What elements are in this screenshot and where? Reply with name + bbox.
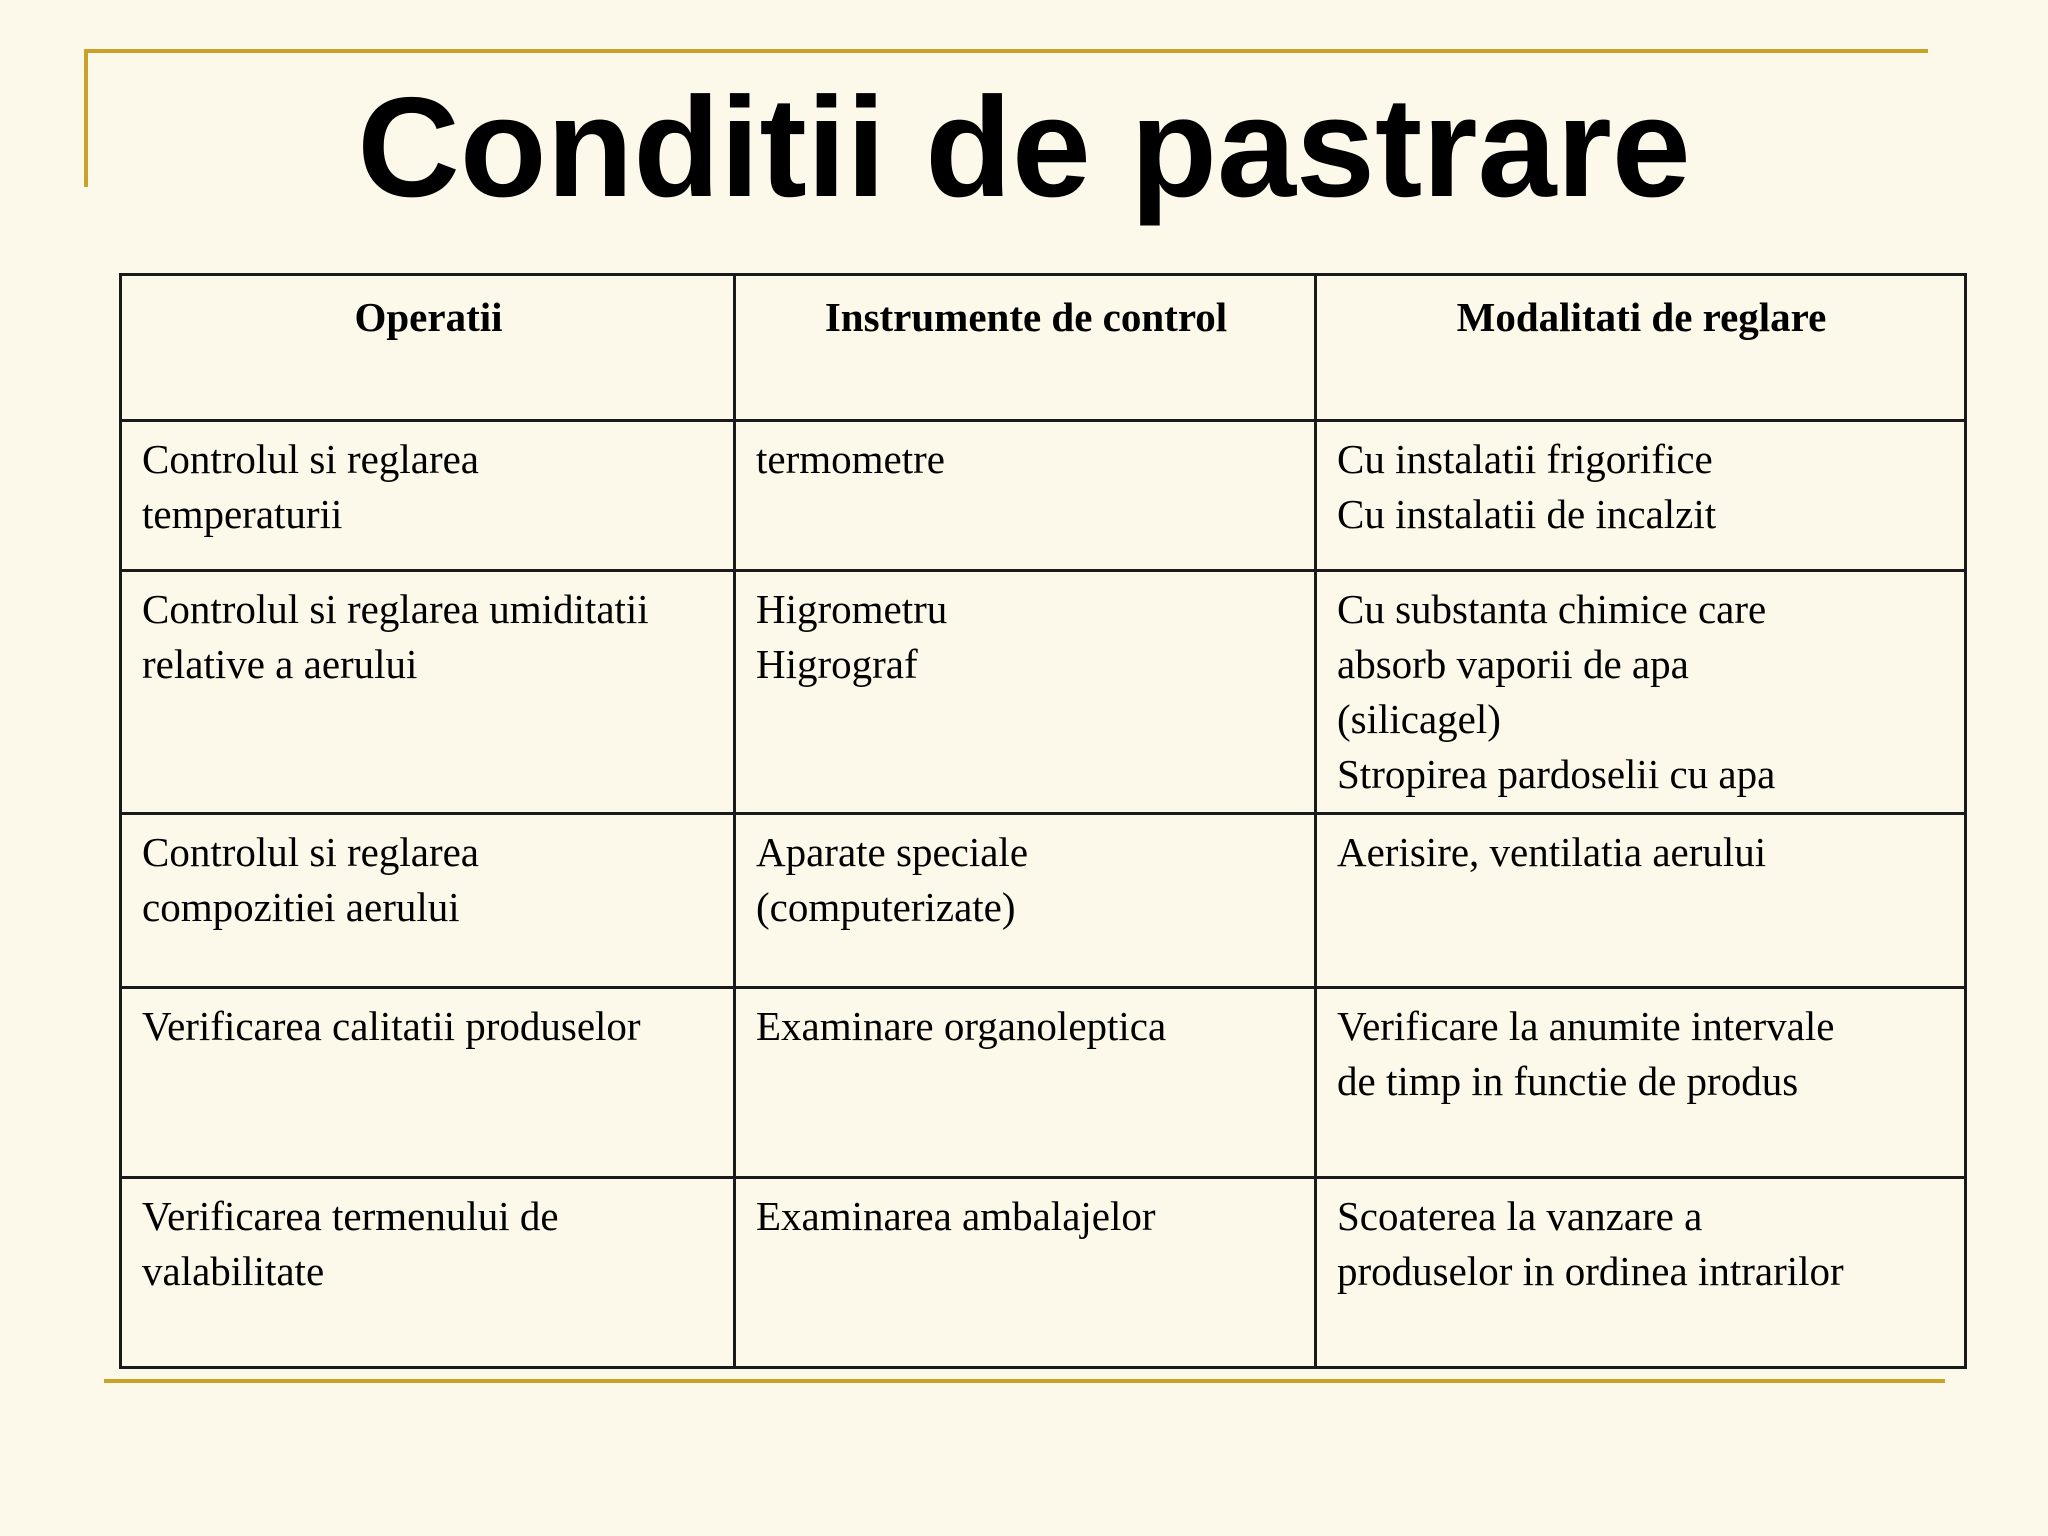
cell-instrumente [735, 571, 1316, 814]
cell-operatii [121, 571, 735, 814]
cell-operatii [121, 421, 735, 571]
table-row [121, 421, 1966, 571]
cell-text: Aerisire, ventilatia aerului [1337, 829, 1767, 875]
decorative-top-line [84, 49, 1928, 53]
table-header-row [121, 275, 1966, 421]
cell-text: Examinarea ambalajelor [756, 1193, 1156, 1239]
cell-text: relative a aerului [142, 641, 418, 687]
table-row [121, 988, 1966, 1178]
cell-modalitati [1316, 1178, 1966, 1368]
cell-text: Controlul si reglarea [142, 436, 480, 482]
cell-text: Cu instalatii de incalzit [1337, 491, 1717, 537]
storage-conditions-table [119, 273, 1967, 1369]
cell-text: Aparate speciale [756, 829, 1029, 875]
header-instrumente-de-control: Instrumente de control [735, 275, 1316, 421]
table-row [121, 814, 1966, 988]
cell-text: (silicagel) [1337, 696, 1501, 742]
cell-modalitati [1316, 988, 1966, 1178]
cell-text: Examinare organoleptica [756, 1003, 1167, 1049]
cell-modalitati [1316, 814, 1966, 988]
cell-text: (computerizate) [756, 884, 1016, 930]
cell-text: Verificarea calitatii produselor [142, 1003, 641, 1049]
cell-text: Higrometru [756, 586, 948, 632]
cell-operatii [121, 814, 735, 988]
cell-text: Controlul si reglarea [142, 829, 480, 875]
header-operatii: Operatii [121, 275, 735, 421]
cell-text: Cu substanta chimice care [1337, 586, 1767, 632]
cell-text: compozitiei aerului [142, 884, 460, 930]
cell-text: de timp in functie de produs [1337, 1058, 1799, 1104]
cell-text: termometre [756, 436, 945, 482]
cell-text: Controlul si reglarea umiditatii [142, 586, 649, 632]
cell-text: temperaturii [142, 491, 343, 537]
cell-modalitati [1316, 571, 1966, 814]
cell-text: Verificarea termenului de [142, 1193, 559, 1239]
table-row [121, 1178, 1966, 1368]
cell-instrumente [735, 814, 1316, 988]
header-modalitati-de-reglare: Modalitati de reglare [1316, 275, 1966, 421]
cell-text: Cu instalatii frigorifice [1337, 436, 1713, 482]
cell-text: Higrograf [756, 641, 918, 687]
cell-text: produselor in ordinea intrarilor [1337, 1248, 1844, 1294]
cell-instrumente [735, 421, 1316, 571]
cell-instrumente [735, 988, 1316, 1178]
cell-modalitati [1316, 421, 1966, 571]
slide-title: Conditii de pastrare [357, 68, 1691, 227]
cell-text: Scoaterea la vanzare a [1337, 1193, 1703, 1239]
cell-text: Stropirea pardoselii cu apa [1337, 751, 1776, 797]
cell-operatii [121, 1178, 735, 1368]
cell-instrumente [735, 1178, 1316, 1368]
cell-text: Verificare la anumite intervale [1337, 1003, 1835, 1049]
cell-operatii [121, 988, 735, 1178]
cell-text: absorb vaporii de apa [1337, 641, 1689, 687]
cell-text: valabilitate [142, 1248, 325, 1294]
decorative-bottom-line [104, 1379, 1945, 1383]
table-row [121, 571, 1966, 814]
